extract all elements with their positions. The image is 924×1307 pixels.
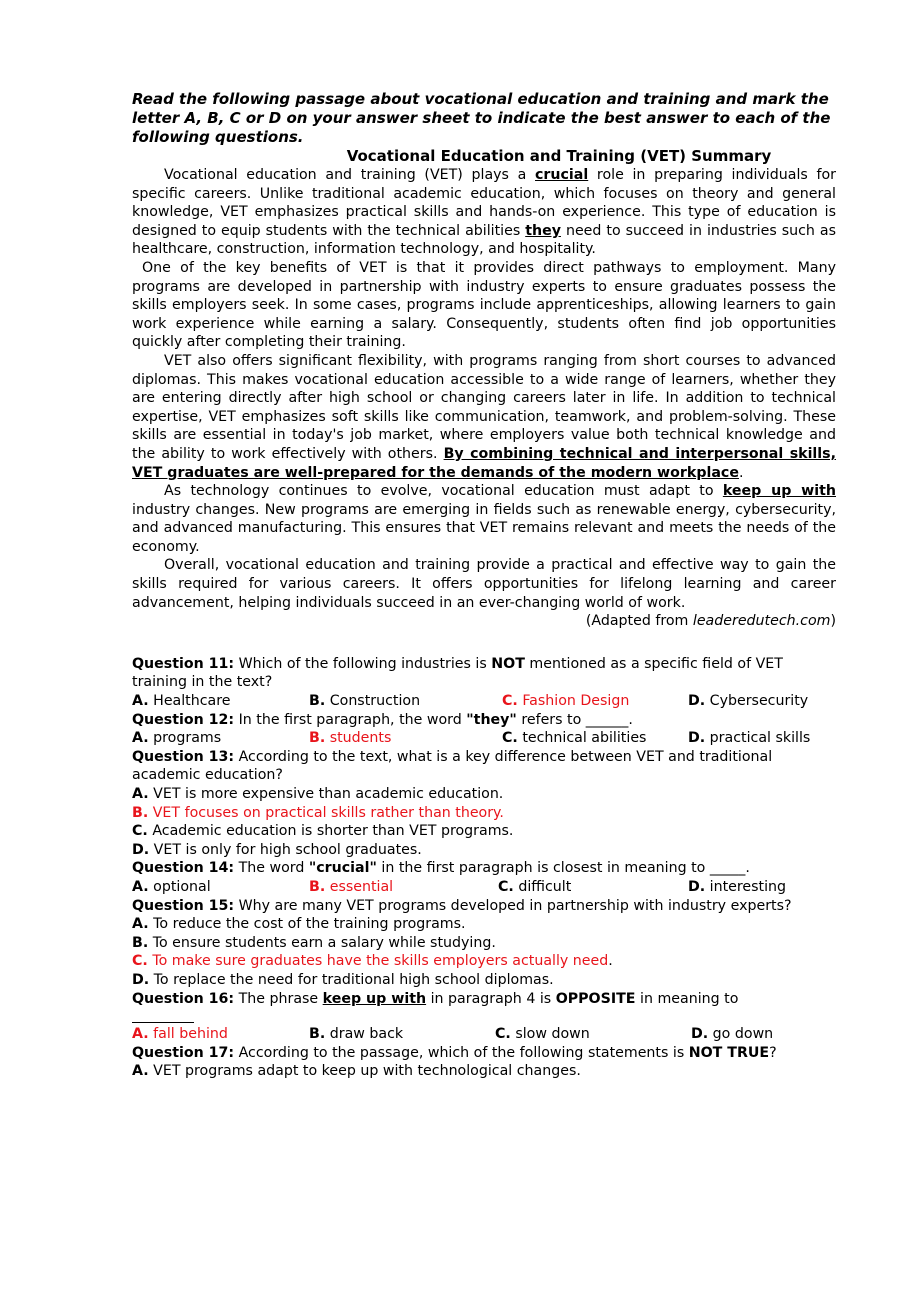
question-label: Question 16: [132,990,235,1007]
question-text: According to the passage, which of the following statements is [234,1044,689,1061]
option-c[interactable] [498,878,688,897]
option-letter: A. [132,730,149,747]
question-keyword: keep up with [322,990,427,1007]
option-letter: C. [498,878,514,895]
option-text: go down [708,1026,774,1043]
p4-text-2: industry changes. New programs are emerging in fields such as renewable energy, cybersecurity, and advanced manufacturing. This ensures that VET remains relevant and meets the needs of the economy. [132,501,836,555]
question-16 [132,990,836,1009]
source-site: leaderedutech.com [692,613,831,630]
option-text: VET is only for high school graduates. [149,841,422,858]
answer-blank-line [132,1008,194,1023]
option-a[interactable] [132,915,836,934]
option-letter: A. [132,693,149,710]
option-a-answer[interactable] [132,1025,309,1044]
paragraph-4 [132,482,836,556]
source-citation [132,612,836,631]
question-label: Question 17: [132,1044,235,1061]
option-text: slow down [510,1026,590,1043]
question-label: Question 15: [132,897,235,914]
option-b-answer[interactable] [309,729,502,748]
option-letter: B. [309,1026,326,1043]
question-text: According to the text, what is a key difference between VET and traditional academic education? [132,748,773,784]
question-16-options [132,1025,836,1044]
question-label: Question 14: [132,860,235,877]
option-letter: C. [502,730,518,747]
p1-keyword-crucial: crucial [535,167,589,183]
passage-title: Vocational Education and Training (VET) Summary [346,147,772,165]
option-letter: A. [132,878,149,895]
option-letter: B. [309,693,326,710]
question-text: in meaning to [635,990,739,1007]
p3-text-2: . [738,464,744,481]
option-b[interactable] [309,1025,495,1044]
option-text: interesting [705,878,787,895]
option-letter: B. [309,730,326,747]
option-a[interactable] [132,785,836,804]
option-text: Cybersecurity [705,693,809,710]
question-text: refers to [516,711,586,728]
question-text: The word [234,860,309,877]
question-text: . [745,860,750,877]
paragraph-2: One of the key benefits of VET is that it provides direct pathways to employment. Many programs are developed in partnership with industry experts to ensure graduates possess the skills employers seek. In some cases, programs include apprenticeships, allowing learners to gain work experience while earning a salary. Consequently, students often find job opportunities quickly after completing their training. [132,259,836,351]
p1-text-3: need to succeed in industries such as healthcare, construction, information technology, and hospitality. [132,222,836,258]
question-text: in paragraph 4 is [426,990,556,1007]
question-13 [132,748,836,785]
option-b-answer[interactable] [309,878,498,897]
question-emphasis: NOT [491,655,525,672]
option-letter: D. [132,841,150,858]
question-12 [132,711,836,730]
option-letter: C. [502,693,518,710]
option-letter: B. [132,934,149,951]
option-text: programs [148,730,222,747]
p3-underlined-sentence: By combining technical and interpersonal skills, VET graduates are well-prepared for the demands of the modern workplace [132,445,836,481]
option-c[interactable] [502,729,688,748]
option-d[interactable] [688,729,810,748]
option-c-answer[interactable] [502,692,688,711]
question-text: Why are many VET programs developed in partnership with industry experts? [234,897,792,914]
option-letter: A. [132,1026,149,1043]
question-label: Question 11: [132,655,235,672]
option-text: difficult [513,878,572,895]
paragraph-3 [132,352,836,482]
question-emphasis: OPPOSITE [555,990,636,1007]
option-text: Fashion Design [517,693,630,710]
question-12-options [132,729,836,748]
spacer [132,631,836,655]
option-letter: D. [132,971,150,988]
question-text: ? [769,1044,777,1061]
option-text: Healthcare [148,693,231,710]
option-text: VET programs adapt to keep up with technological changes. [148,1063,581,1080]
question-text: mentioned as a specific field of VET training in the text? [132,655,783,691]
option-d[interactable] [688,878,786,897]
option-a[interactable] [132,729,309,748]
question-emphasis: NOT TRUE [688,1044,770,1061]
paragraph-1 [132,166,836,259]
paragraph-5: Overall, vocational education and training provide a practical and effective way to gain the skills required for various careers. It offers opportunities for lifelong learning and career advancement, helping individuals succeed in an ever-changing world of work. [132,557,836,611]
option-letter: C. [495,1026,511,1043]
question-14-options [132,878,836,897]
option-letter: C. [132,823,148,840]
option-c-answer[interactable] [132,952,836,971]
question-text: in the first paragraph is closest in meaning to [376,860,710,877]
question-text: The phrase [234,990,323,1007]
option-a[interactable] [132,692,309,711]
question-emphasis: "they" [466,711,517,728]
option-c[interactable] [132,822,836,841]
option-letter: A. [132,916,149,933]
option-text: practical skills [705,730,811,747]
option-letter: B. [309,878,326,895]
option-text: draw back [325,1026,404,1043]
option-letter: D. [688,730,706,747]
option-text: students [325,730,392,747]
option-text: To ensure students earn a salary while studying. [148,934,496,951]
p1-text-2: role in preparing individuals for specific careers. Unlike traditional academic education, which focuses on theory and general knowledge, VET emphasizes practical skills and hands-on experience. This type of education is designed to equip students with the technical abilities [132,167,836,239]
option-text: To reduce the cost of the training programs. [148,916,466,933]
option-text: optional [148,878,211,895]
option-b-answer[interactable] [132,804,836,823]
option-b[interactable] [309,692,502,711]
p4-text-1: As technology continues to evolve, vocational education must adapt to [164,483,723,500]
source-prefix: (Adapted from [585,613,693,630]
option-letter: A. [132,1063,149,1080]
p3-text-1: VET also offers significant flexibility, with programs ranging from short courses to advanced diplomas. This makes vocational education accessible to a wide range of learners, whether they are entering directly after high school or changing careers later in life. In addition to technical expertise, VET emphasizes soft skills like communication, teamwork, and problem-solving. These skills are essential in today's job market, where employers value both technical knowledge and the ability to work effectively with others. [132,352,836,462]
option-letter: C. [132,953,148,970]
option-text: VET is more expensive than academic education. [148,786,504,802]
question-emphasis: "crucial" [308,860,377,877]
answer-blank: ______ [585,711,629,728]
option-text: technical abilities [517,730,647,747]
option-text: essential [325,878,394,895]
option-c[interactable] [495,1025,691,1044]
question-label: Question 12: [132,711,235,728]
question-17 [132,1044,836,1063]
option-d[interactable] [691,1025,773,1044]
option-d[interactable] [132,841,836,860]
p1-text-1: Vocational education and training (VET) plays a [164,167,536,183]
option-letter: B. [132,804,149,821]
option-d[interactable] [688,692,808,711]
option-text: Construction [325,693,421,710]
option-text: fall behind [148,1026,228,1043]
question-text: Which of the following industries is [234,655,492,672]
question-14 [132,859,836,878]
question-11 [132,655,836,692]
question-label: Question 13: [132,748,235,765]
option-b[interactable] [132,934,836,953]
p1-keyword-they: they [525,222,561,239]
option-text: Academic education is shorter than VET programs. [147,823,514,840]
option-d[interactable] [132,971,836,990]
question-text: In the first paragraph, the word [234,711,467,728]
option-a[interactable] [132,1062,836,1081]
question-11-options [132,692,836,711]
option-text: VET focuses on practical skills rather than theory. [148,804,504,821]
option-text: To replace the need for traditional high school diplomas. [149,971,554,988]
question-text: . [628,711,633,728]
instruction-text: Read the following passage about vocational education and training and mark the letter A, B, C or D on your answer sheet to indicate the best answer to each of the following questions. [132,90,831,146]
option-letter: D. [691,1026,709,1043]
option-a[interactable] [132,878,309,897]
option-letter: A. [132,786,149,802]
option-letter: D. [688,878,706,895]
question-15 [132,897,836,916]
option-text: To make sure graduates have the skills employers actually need [147,953,609,970]
document-page [132,90,836,1081]
option-trailing-period: . [608,953,613,970]
p4-keyword-keep-up-with: keep up with [722,483,836,500]
option-letter: D. [688,693,706,710]
source-suffix: ) [830,613,836,630]
answer-blank: _____ [709,860,746,877]
